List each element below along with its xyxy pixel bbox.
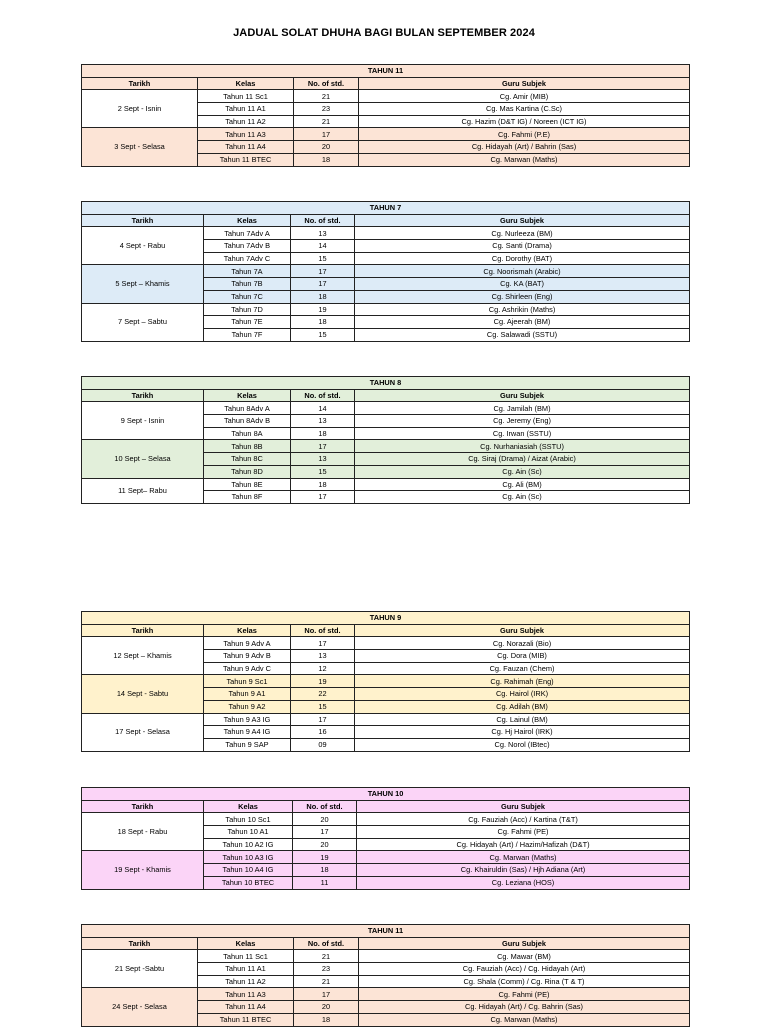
class-cell: Tahun 8E	[204, 478, 291, 491]
table-row	[82, 851, 690, 864]
students-cell: 17	[291, 637, 355, 650]
teacher-cell: Cg. Ajeerah (BM)	[355, 316, 690, 329]
teacher-cell: Cg. Norol (IBtec)	[355, 738, 690, 751]
teacher-cell: Cg. Amir (MIB)	[359, 90, 690, 103]
table-row	[82, 265, 690, 278]
tarikh-header: Tarikh	[82, 624, 204, 637]
students-cell: 13	[291, 453, 355, 466]
kelas-header: Kelas	[204, 624, 291, 637]
students-header: No. of std.	[293, 800, 357, 813]
teacher-cell: Cg. Lainul (BM)	[355, 713, 690, 726]
teacher-cell: Cg. Ain (Sc)	[355, 491, 690, 504]
teacher-cell: Cg. Ain (Sc)	[355, 465, 690, 478]
guru-header: Guru Subjek	[357, 800, 690, 813]
students-cell: 12	[291, 662, 355, 675]
students-cell: 20	[293, 813, 357, 826]
teacher-cell: Cg. Santi (Drama)	[355, 240, 690, 253]
class-cell: Tahun 7Adv C	[204, 252, 291, 265]
table-title-row	[82, 612, 690, 625]
date-cell: 21 Sept -Sabtu	[82, 950, 198, 988]
guru-header: Guru Subjek	[355, 389, 690, 402]
class-cell: Tahun 8B	[204, 440, 291, 453]
page-title: JADUAL SOLAT DHUHA BAGI BULAN SEPTEMBER 2024	[233, 27, 535, 39]
kelas-header: Kelas	[198, 77, 294, 90]
column-header-row	[82, 214, 690, 227]
class-cell: Tahun 7Adv A	[204, 227, 291, 240]
students-cell: 17	[294, 128, 359, 141]
class-cell: Tahun 9 Adv B	[204, 650, 291, 663]
date-cell: 11 Sept– Rabu	[82, 478, 204, 503]
students-cell: 19	[293, 851, 357, 864]
schedule-table	[81, 201, 690, 342]
table-title: TAHUN 11	[82, 925, 690, 938]
class-cell: Tahun 7E	[204, 316, 291, 329]
schedule-table	[81, 924, 690, 1027]
class-cell: Tahun 11 A1	[198, 103, 294, 116]
schedule-table	[81, 376, 690, 504]
students-cell: 23	[294, 103, 359, 116]
table-title-row	[82, 202, 690, 215]
students-header: No. of std.	[294, 77, 359, 90]
guru-header: Guru Subjek	[355, 214, 690, 227]
teacher-cell: Cg. Nurleeza (BM)	[355, 227, 690, 240]
table-row	[82, 402, 690, 415]
class-cell: Tahun 10 A4 IG	[204, 864, 293, 877]
class-cell: Tahun 9 Adv A	[204, 637, 291, 650]
kelas-header: Kelas	[204, 800, 293, 813]
class-cell: Tahun 11 A3	[198, 128, 294, 141]
class-cell: Tahun 10 BTEC	[204, 876, 293, 889]
students-cell: 17	[291, 491, 355, 504]
column-header-row	[82, 77, 690, 90]
tarikh-header: Tarikh	[82, 937, 198, 950]
table-title: TAHUN 11	[82, 65, 690, 78]
teacher-cell: Cg. Hidayah (Art) / Hazim/Hafizah (D&T)	[357, 838, 690, 851]
teacher-cell: Cg. Norazali (Bio)	[355, 637, 690, 650]
students-cell: 19	[291, 675, 355, 688]
students-cell: 17	[294, 988, 359, 1001]
tarikh-header: Tarikh	[82, 389, 204, 402]
teacher-cell: Cg. Marwan (Maths)	[359, 153, 690, 166]
tarikh-header: Tarikh	[82, 214, 204, 227]
students-cell: 21	[294, 950, 359, 963]
students-cell: 17	[291, 713, 355, 726]
tarikh-header: Tarikh	[82, 800, 204, 813]
class-cell: Tahun 11 Sc1	[198, 90, 294, 103]
class-cell: Tahun 9 A3 IG	[204, 713, 291, 726]
class-cell: Tahun 11 A3	[198, 988, 294, 1001]
students-cell: 23	[294, 963, 359, 976]
class-cell: Tahun 11 A2	[198, 975, 294, 988]
class-cell: Tahun 10 A3 IG	[204, 851, 293, 864]
date-cell: 2 Sept - Isnin	[82, 90, 198, 128]
table-row	[82, 478, 690, 491]
students-cell: 09	[291, 738, 355, 751]
teacher-cell: Cg. Ashrikin (Maths)	[355, 303, 690, 316]
column-header-row	[82, 800, 690, 813]
date-cell: 4 Sept - Rabu	[82, 227, 204, 265]
students-cell: 21	[294, 975, 359, 988]
class-cell: Tahun 10 A2 IG	[204, 838, 293, 851]
table-title-row	[82, 925, 690, 938]
class-cell: Tahun 8Adv A	[204, 402, 291, 415]
students-cell: 20	[294, 141, 359, 154]
teacher-cell: Cg. Mawar (BM)	[359, 950, 690, 963]
teacher-cell: Cg. Fauzan (Chem)	[355, 662, 690, 675]
date-cell: 18 Sept - Rabu	[82, 813, 204, 851]
table-row	[82, 950, 690, 963]
students-cell: 20	[293, 838, 357, 851]
students-cell: 18	[291, 316, 355, 329]
students-cell: 11	[293, 876, 357, 889]
teacher-cell: Cg. Ali (BM)	[355, 478, 690, 491]
teacher-cell: Cg. Hidayah (Art) / Bahrin (Sas)	[359, 141, 690, 154]
students-cell: 22	[291, 688, 355, 701]
students-cell: 18	[294, 153, 359, 166]
table-row	[82, 813, 690, 826]
table-title: TAHUN 10	[82, 788, 690, 801]
students-header: No. of std.	[291, 624, 355, 637]
guru-header: Guru Subjek	[355, 624, 690, 637]
teacher-cell: Cg. Marwan (Maths)	[359, 1013, 690, 1026]
class-cell: Tahun 7B	[204, 278, 291, 291]
table-row	[82, 713, 690, 726]
teacher-cell: Cg. Fahmi (PE)	[357, 826, 690, 839]
teacher-cell: Cg. Leziana (HOS)	[357, 876, 690, 889]
schedule-table	[81, 611, 690, 752]
students-cell: 13	[291, 415, 355, 428]
class-cell: Tahun 11 A4	[198, 1001, 294, 1014]
teacher-cell: Cg. Fahmi (P.E)	[359, 128, 690, 141]
teacher-cell: Cg. Hj Hairol (IRK)	[355, 726, 690, 739]
students-cell: 21	[294, 90, 359, 103]
teacher-cell: Cg. Dora (MIB)	[355, 650, 690, 663]
date-cell: 7 Sept – Sabtu	[82, 303, 204, 341]
table-row	[82, 988, 690, 1001]
teacher-cell: Cg. KA (BAT)	[355, 278, 690, 291]
teacher-cell: Cg. Irwan (SSTU)	[355, 427, 690, 440]
students-cell: 15	[291, 465, 355, 478]
students-cell: 18	[291, 478, 355, 491]
date-cell: 12 Sept – Khamis	[82, 637, 204, 675]
table-row	[82, 675, 690, 688]
teacher-cell: Cg. Jeremy (Eng)	[355, 415, 690, 428]
teacher-cell: Cg. Fahmi (PE)	[359, 988, 690, 1001]
class-cell: Tahun 7Adv B	[204, 240, 291, 253]
students-cell: 14	[291, 240, 355, 253]
class-cell: Tahun 9 A1	[204, 688, 291, 701]
class-cell: Tahun 8Adv B	[204, 415, 291, 428]
date-cell: 5 Sept – Khamis	[82, 265, 204, 303]
kelas-header: Kelas	[198, 937, 294, 950]
teacher-cell: Cg. Siraj (Drama) / Aizat (Arabic)	[355, 453, 690, 466]
teacher-cell: Cg. Mas Kartina (C.Sc)	[359, 103, 690, 116]
teacher-cell: Cg. Marwan (Maths)	[357, 851, 690, 864]
teacher-cell: Cg. Hazim (D&T IG) / Noreen (ICT IG)	[359, 115, 690, 128]
teacher-cell: Cg. Shirleen (Eng)	[355, 290, 690, 303]
students-cell: 18	[291, 427, 355, 440]
class-cell: Tahun 8D	[204, 465, 291, 478]
table-row	[82, 637, 690, 650]
table-title-row	[82, 788, 690, 801]
teacher-cell: Cg. Fauziah (Acc) / Cg. Hidayah (Art)	[359, 963, 690, 976]
class-cell: Tahun 11 BTEC	[198, 153, 294, 166]
class-cell: Tahun 11 A4	[198, 141, 294, 154]
students-cell: 15	[291, 328, 355, 341]
students-header: No. of std.	[291, 389, 355, 402]
students-cell: 18	[293, 864, 357, 877]
tarikh-header: Tarikh	[82, 77, 198, 90]
kelas-header: Kelas	[204, 214, 291, 227]
date-cell: 14 Sept - Sabtu	[82, 675, 204, 713]
students-cell: 17	[293, 826, 357, 839]
teacher-cell: Cg. Dorothy (BAT)	[355, 252, 690, 265]
schedule-table	[81, 64, 690, 167]
table-row	[82, 90, 690, 103]
table-row	[82, 128, 690, 141]
students-cell: 13	[291, 650, 355, 663]
class-cell: Tahun 11 A1	[198, 963, 294, 976]
kelas-header: Kelas	[204, 389, 291, 402]
teacher-cell: Cg. Shala (Comm) / Cg. Rina (T & T)	[359, 975, 690, 988]
class-cell: Tahun 8A	[204, 427, 291, 440]
students-cell: 21	[294, 115, 359, 128]
class-cell: Tahun 8C	[204, 453, 291, 466]
date-cell: 17 Sept - Selasa	[82, 713, 204, 751]
date-cell: 19 Sept - Khamis	[82, 851, 204, 889]
class-cell: Tahun 7F	[204, 328, 291, 341]
column-header-row	[82, 937, 690, 950]
guru-header: Guru Subjek	[359, 77, 690, 90]
column-header-row	[82, 389, 690, 402]
students-cell: 17	[291, 440, 355, 453]
teacher-cell: Cg. Nurhaniasiah (SSTU)	[355, 440, 690, 453]
teacher-cell: Cg. Adilah (BM)	[355, 700, 690, 713]
students-cell: 16	[291, 726, 355, 739]
students-cell: 18	[294, 1013, 359, 1026]
teacher-cell: Cg. Fauziah (Acc) / Kartina (T&T)	[357, 813, 690, 826]
students-header: No. of std.	[294, 937, 359, 950]
teacher-cell: Cg. Jamilah (BM)	[355, 402, 690, 415]
class-cell: Tahun 9 Sc1	[204, 675, 291, 688]
date-cell: 9 Sept - Isnin	[82, 402, 204, 440]
teacher-cell: Cg. Rahimah (Eng)	[355, 675, 690, 688]
class-cell: Tahun 11 Sc1	[198, 950, 294, 963]
guru-header: Guru Subjek	[359, 937, 690, 950]
students-cell: 17	[291, 265, 355, 278]
class-cell: Tahun 9 A2	[204, 700, 291, 713]
table-title: TAHUN 9	[82, 612, 690, 625]
teacher-cell: Cg. Salawadi (SSTU)	[355, 328, 690, 341]
students-cell: 20	[294, 1001, 359, 1014]
students-header: No. of std.	[291, 214, 355, 227]
column-header-row	[82, 624, 690, 637]
class-cell: Tahun 7A	[204, 265, 291, 278]
students-cell: 19	[291, 303, 355, 316]
class-cell: Tahun 10 A1	[204, 826, 293, 839]
table-title-row	[82, 65, 690, 78]
students-cell: 13	[291, 227, 355, 240]
class-cell: Tahun 10 Sc1	[204, 813, 293, 826]
table-title: TAHUN 7	[82, 202, 690, 215]
class-cell: Tahun 9 SAP	[204, 738, 291, 751]
table-row	[82, 303, 690, 316]
table-row	[82, 227, 690, 240]
teacher-cell: Cg. Hairol (IRK)	[355, 688, 690, 701]
students-cell: 17	[291, 278, 355, 291]
students-cell: 14	[291, 402, 355, 415]
table-row	[82, 440, 690, 453]
class-cell: Tahun 11 BTEC	[198, 1013, 294, 1026]
class-cell: Tahun 8F	[204, 491, 291, 504]
table-title-row	[82, 377, 690, 390]
class-cell: Tahun 9 Adv C	[204, 662, 291, 675]
students-cell: 15	[291, 700, 355, 713]
teacher-cell: Cg. Khairuldin (Sas) / Hjh Adiana (Art)	[357, 864, 690, 877]
class-cell: Tahun 11 A2	[198, 115, 294, 128]
teacher-cell: Cg. Noorismah (Arabic)	[355, 265, 690, 278]
schedule-table	[81, 787, 690, 890]
table-title: TAHUN 8	[82, 377, 690, 390]
date-cell: 10 Sept – Selasa	[82, 440, 204, 478]
class-cell: Tahun 9 A4 IG	[204, 726, 291, 739]
students-cell: 15	[291, 252, 355, 265]
students-cell: 18	[291, 290, 355, 303]
class-cell: Tahun 7C	[204, 290, 291, 303]
date-cell: 3 Sept - Selasa	[82, 128, 198, 166]
date-cell: 24 Sept - Selasa	[82, 988, 198, 1026]
class-cell: Tahun 7D	[204, 303, 291, 316]
teacher-cell: Cg. Hidayah (Art) / Cg. Bahrin (Sas)	[359, 1001, 690, 1014]
